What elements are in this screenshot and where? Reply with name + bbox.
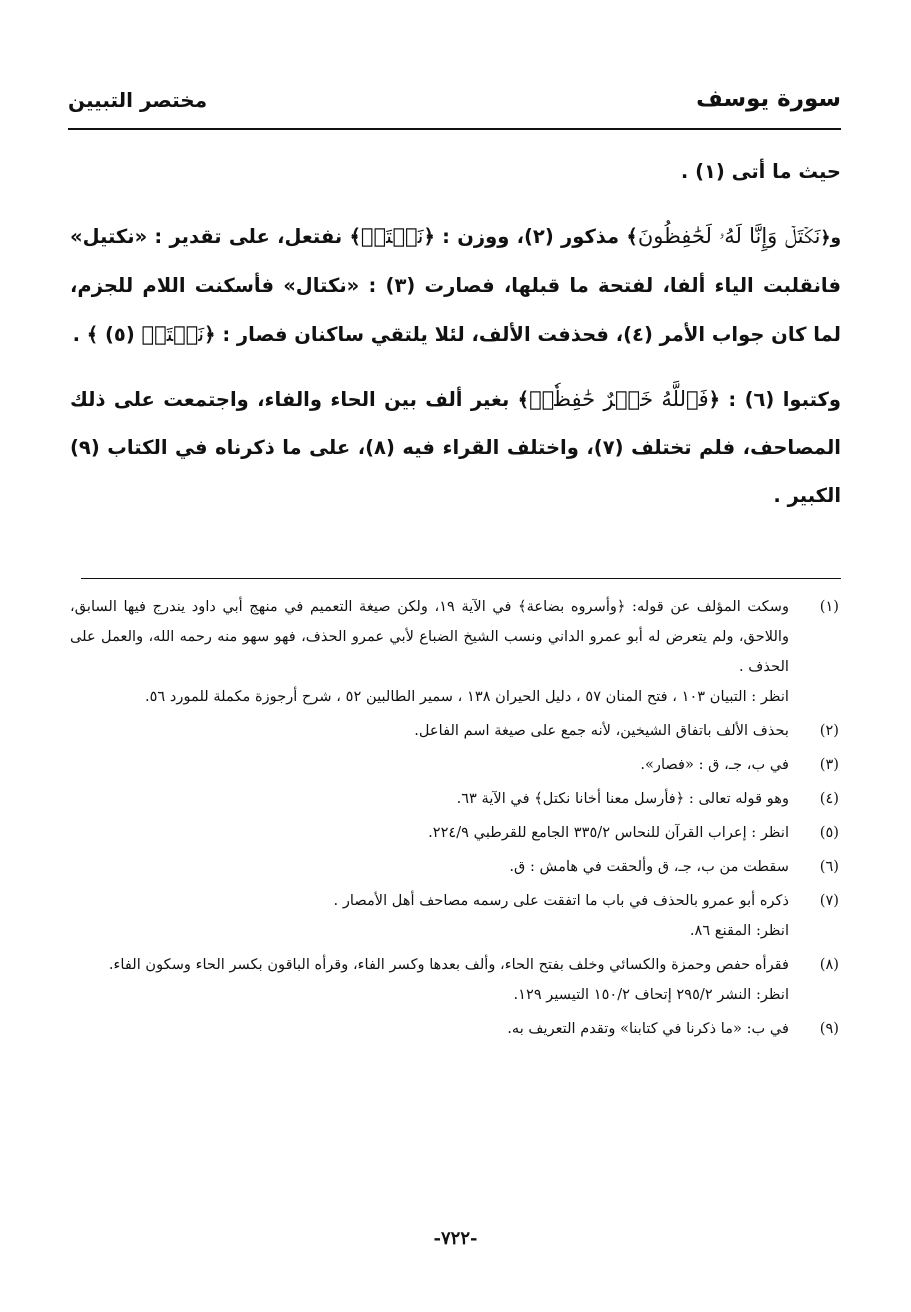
footnote-9 (70, 1014, 839, 1044)
footnote-number: (٥) (819, 824, 839, 841)
footnote-text: انظر : إعراب القرآن للنحاس ٣٣٥/٢ الجامع للقرطبي ٢٢٤/٩. (428, 824, 789, 841)
paragraph-text: وكتبوا (٦) : ﴿ (708, 388, 841, 411)
footnotes (70, 592, 839, 1048)
footnote-2 (70, 716, 839, 746)
footnote-text: انظر : التبيان ١٠٣ ، فتح المنان ٥٧ ، دليل الحيران ١٣٨ ، سمير الطالبين ٥٢ ، شرح أرجوزة مكملة للمورد ٥٦. (144, 688, 789, 705)
footnote-number: (٣) (819, 756, 839, 773)
footnote-text: بحذف الألف باتفاق الشيخين، لأنه جمع على صيغة اسم الفاعل. (414, 722, 789, 739)
footnote-7 (70, 886, 839, 946)
footnote-5 (70, 818, 839, 848)
paragraph-text: ﴾ بغير ألف بين الحاء والفاء، واجتمعت على ذلك المصاحف، فلم تختلف (٧)، واختلف القراء فيه (٨)، على ما ذكرناه في الكتاب (٩) الكبير . (70, 388, 841, 507)
quran-word: نَكۡتَلۡ (360, 224, 424, 248)
footnote-3 (70, 750, 839, 780)
footnote-8 (70, 950, 839, 1010)
footnote-number: (٧) (819, 892, 839, 909)
main-text (70, 148, 841, 520)
footnote-text: وهو قوله تعالى : ﴿فأرسل معنا أخانا نكتل﴾ في الآية ٦٣. (456, 790, 789, 807)
quran-word: نَكۡتَلۡ (141, 322, 205, 346)
book-title: مختصر التبيين (68, 88, 208, 112)
footnote-text: انظر: المقنع ٨٦. (689, 922, 789, 939)
paragraph-1: حيث ما أتى (١) . (680, 160, 841, 183)
running-header (68, 78, 841, 124)
quran-verse: فَٱللَّهُ خَيۡرٌ حَٰفِظٗاۖ (529, 387, 709, 411)
page-number: -٧٢٢- (433, 1228, 478, 1249)
paragraph-text: (٥) ﴾ . (72, 323, 142, 346)
header-divider (68, 128, 841, 130)
footnote-text: انظر: النشر ٢٩٥/٢ إتحاف ١٥٠/٢ التيسير ١٢٩. (513, 986, 789, 1003)
footnote-divider (81, 578, 841, 579)
footnote-text: فقرأه حفص وحمزة والكسائي وخلف بفتح الحاء، وألف بعدها وكسر الفاء، وقرأه الباقون بكسر الحاء وسكون الفاء. (108, 956, 789, 973)
footnote-number: (٢) (819, 722, 839, 739)
footnote-number: (٤) (819, 790, 839, 807)
footnote-text: في ب: «ما ذكرنا في كتابنا» وتقدم التعريف به. (507, 1020, 789, 1037)
paragraph-2 (70, 212, 841, 359)
paragraph-3 (70, 375, 841, 520)
footnote-text: ذكره أبو عمرو بالحذف في باب ما اتفقت على رسمه مصاحف أهل الأمصار . (333, 892, 789, 909)
footnote-number: (٩) (819, 1020, 839, 1037)
paragraph-text: ﴾ مذكور (٢)، ووزن : ﴿ (423, 225, 638, 248)
footnote-text: سقطت من ب، جـ، ق وألحقت في هامش : ق. (509, 858, 789, 875)
footnote-number: (٨) (819, 956, 839, 973)
footnote-6 (70, 852, 839, 882)
surah-title: سورة يوسف (696, 86, 841, 112)
footnote-1 (70, 592, 839, 712)
footnote-text: في ب، جـ، ق : «فصار». (640, 756, 789, 773)
footnote-4 (70, 784, 839, 814)
footnote-number: (٦) (819, 858, 839, 875)
footnote-text: وسكت المؤلف عن قوله: ﴿وأسروه بضاعة﴾ في الآية ١٩، ولكن صيغة التعميم في منهج أبي داود يندرج فيها السابق، واللاحق، ولم يتعرض له أبو عمرو الداني ونسب الشيخ الضباع لأبي عمرو الحذف، فهو سهو منه رحمه الله، والعمل على الحذف . (70, 598, 789, 675)
paragraph-text: ﴾ نفتعل، على تقدير : «نكتيل» فانقلبت الياء ألفا، لفتحة ما قبلها، فصارت (٣) : «نكتال» فأسكنت اللام للجزم، لما كان جواب الأمر (٤)، فحذفت الألف، لئلا يلتقي ساكنان فصار : ﴿ (70, 225, 841, 346)
verse-open-bracket: و﴿ (820, 228, 842, 248)
footnote-number: (١) (819, 598, 839, 615)
quran-verse: نَكۡتَلۡ وَإِنَّا لَهُۥ لَحَٰفِظُونَ (637, 224, 821, 248)
